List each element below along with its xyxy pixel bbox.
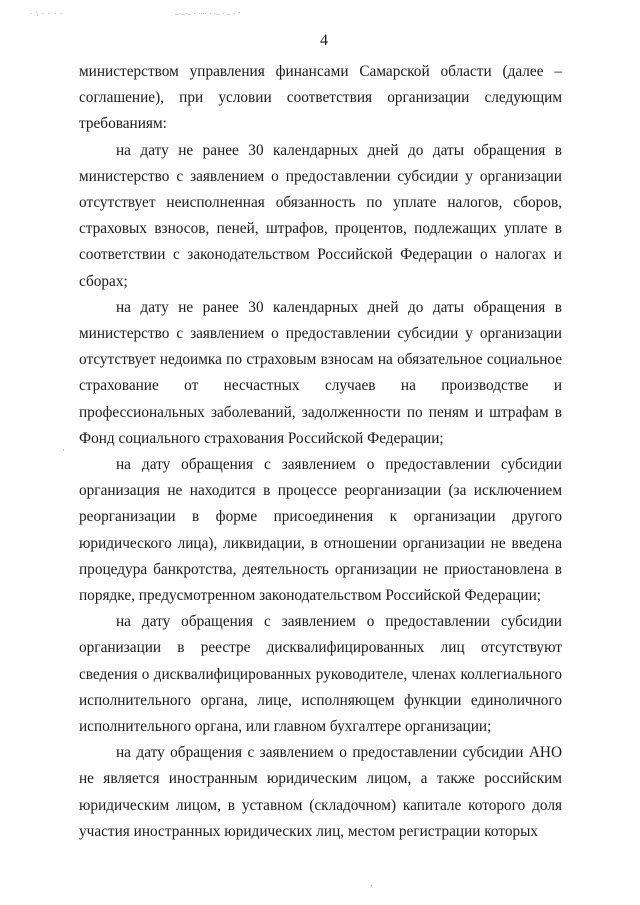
page-number [0,32,640,50]
scan-artifact-top-center: _._._ . .... . ._ . _ , - [175,8,241,16]
paragraph-disqualified-persons: на дату обращения с заявлением о предоставлении субсидии организации в реестре дисквалифицированных лиц отсутствуют сведения о дисквалифицированных руководителе, членах коллегиального исполнительного органа, лице, исполняющем функции единоличного исполнительного органа, или главном бухгалтере организации; [79,613,562,736]
paragraph-intro: министерством управления финансами Самарской области (далее – соглашение), при условии соответствия организации следующим требованиям: [79,63,562,133]
document-body [79,59,562,845]
paragraph-insurance-arrears: на дату не ранее 30 календарных дней до даты обращения в министерство с заявлением о предоставлении субсидии у организации отсутствует недоимка по страховым взносам на обязательное социальное страхование от несчастных случаев на производстве и профессиональных заболеваний, задолженности по пеням и штрафам в Фонд социального страхования Российской Федерации; [79,298,562,447]
scan-artifact-left: · [62,445,65,455]
paragraph-foreign-entity: на дату обращения с заявлением о предоставлении субсидии АНО не является иностранным юридическим лицом, а также российским юридическим лицом, в уставном (складочном) капитале которого доля участия иностранных юридических лиц, местом регистрации которых [79,744,562,840]
scan-artifact-bottom: , [370,878,373,888]
paragraph-reorganization: на дату обращения с заявлением о предоставлении субсидии организация не находится в процессе реорганизации (за исключением реорганизации в форме присоединения к организации другого юридического лица), ликвидации, в отношении организации не введена процедура банкротства, деятельность организации не приостановлена в порядке, предусмотренном законодательством Российской Федерации; [79,456,562,605]
scan-artifact-top-left: · \ · · · · [30,10,64,18]
paragraph-tax-arrears: на дату не ранее 30 календарных дней до даты обращения в министерство с заявлением о предоставлении субсидии у организации отсутствует неисполненная обязанность по уплате налогов, сборов, страховых взносов, пеней, штрафов, процентов, подлежащих уплате в соответствии с законодательством Российской Федерации о налогах и сборах; [79,141,562,290]
page-number-text: 4 [320,32,328,49]
